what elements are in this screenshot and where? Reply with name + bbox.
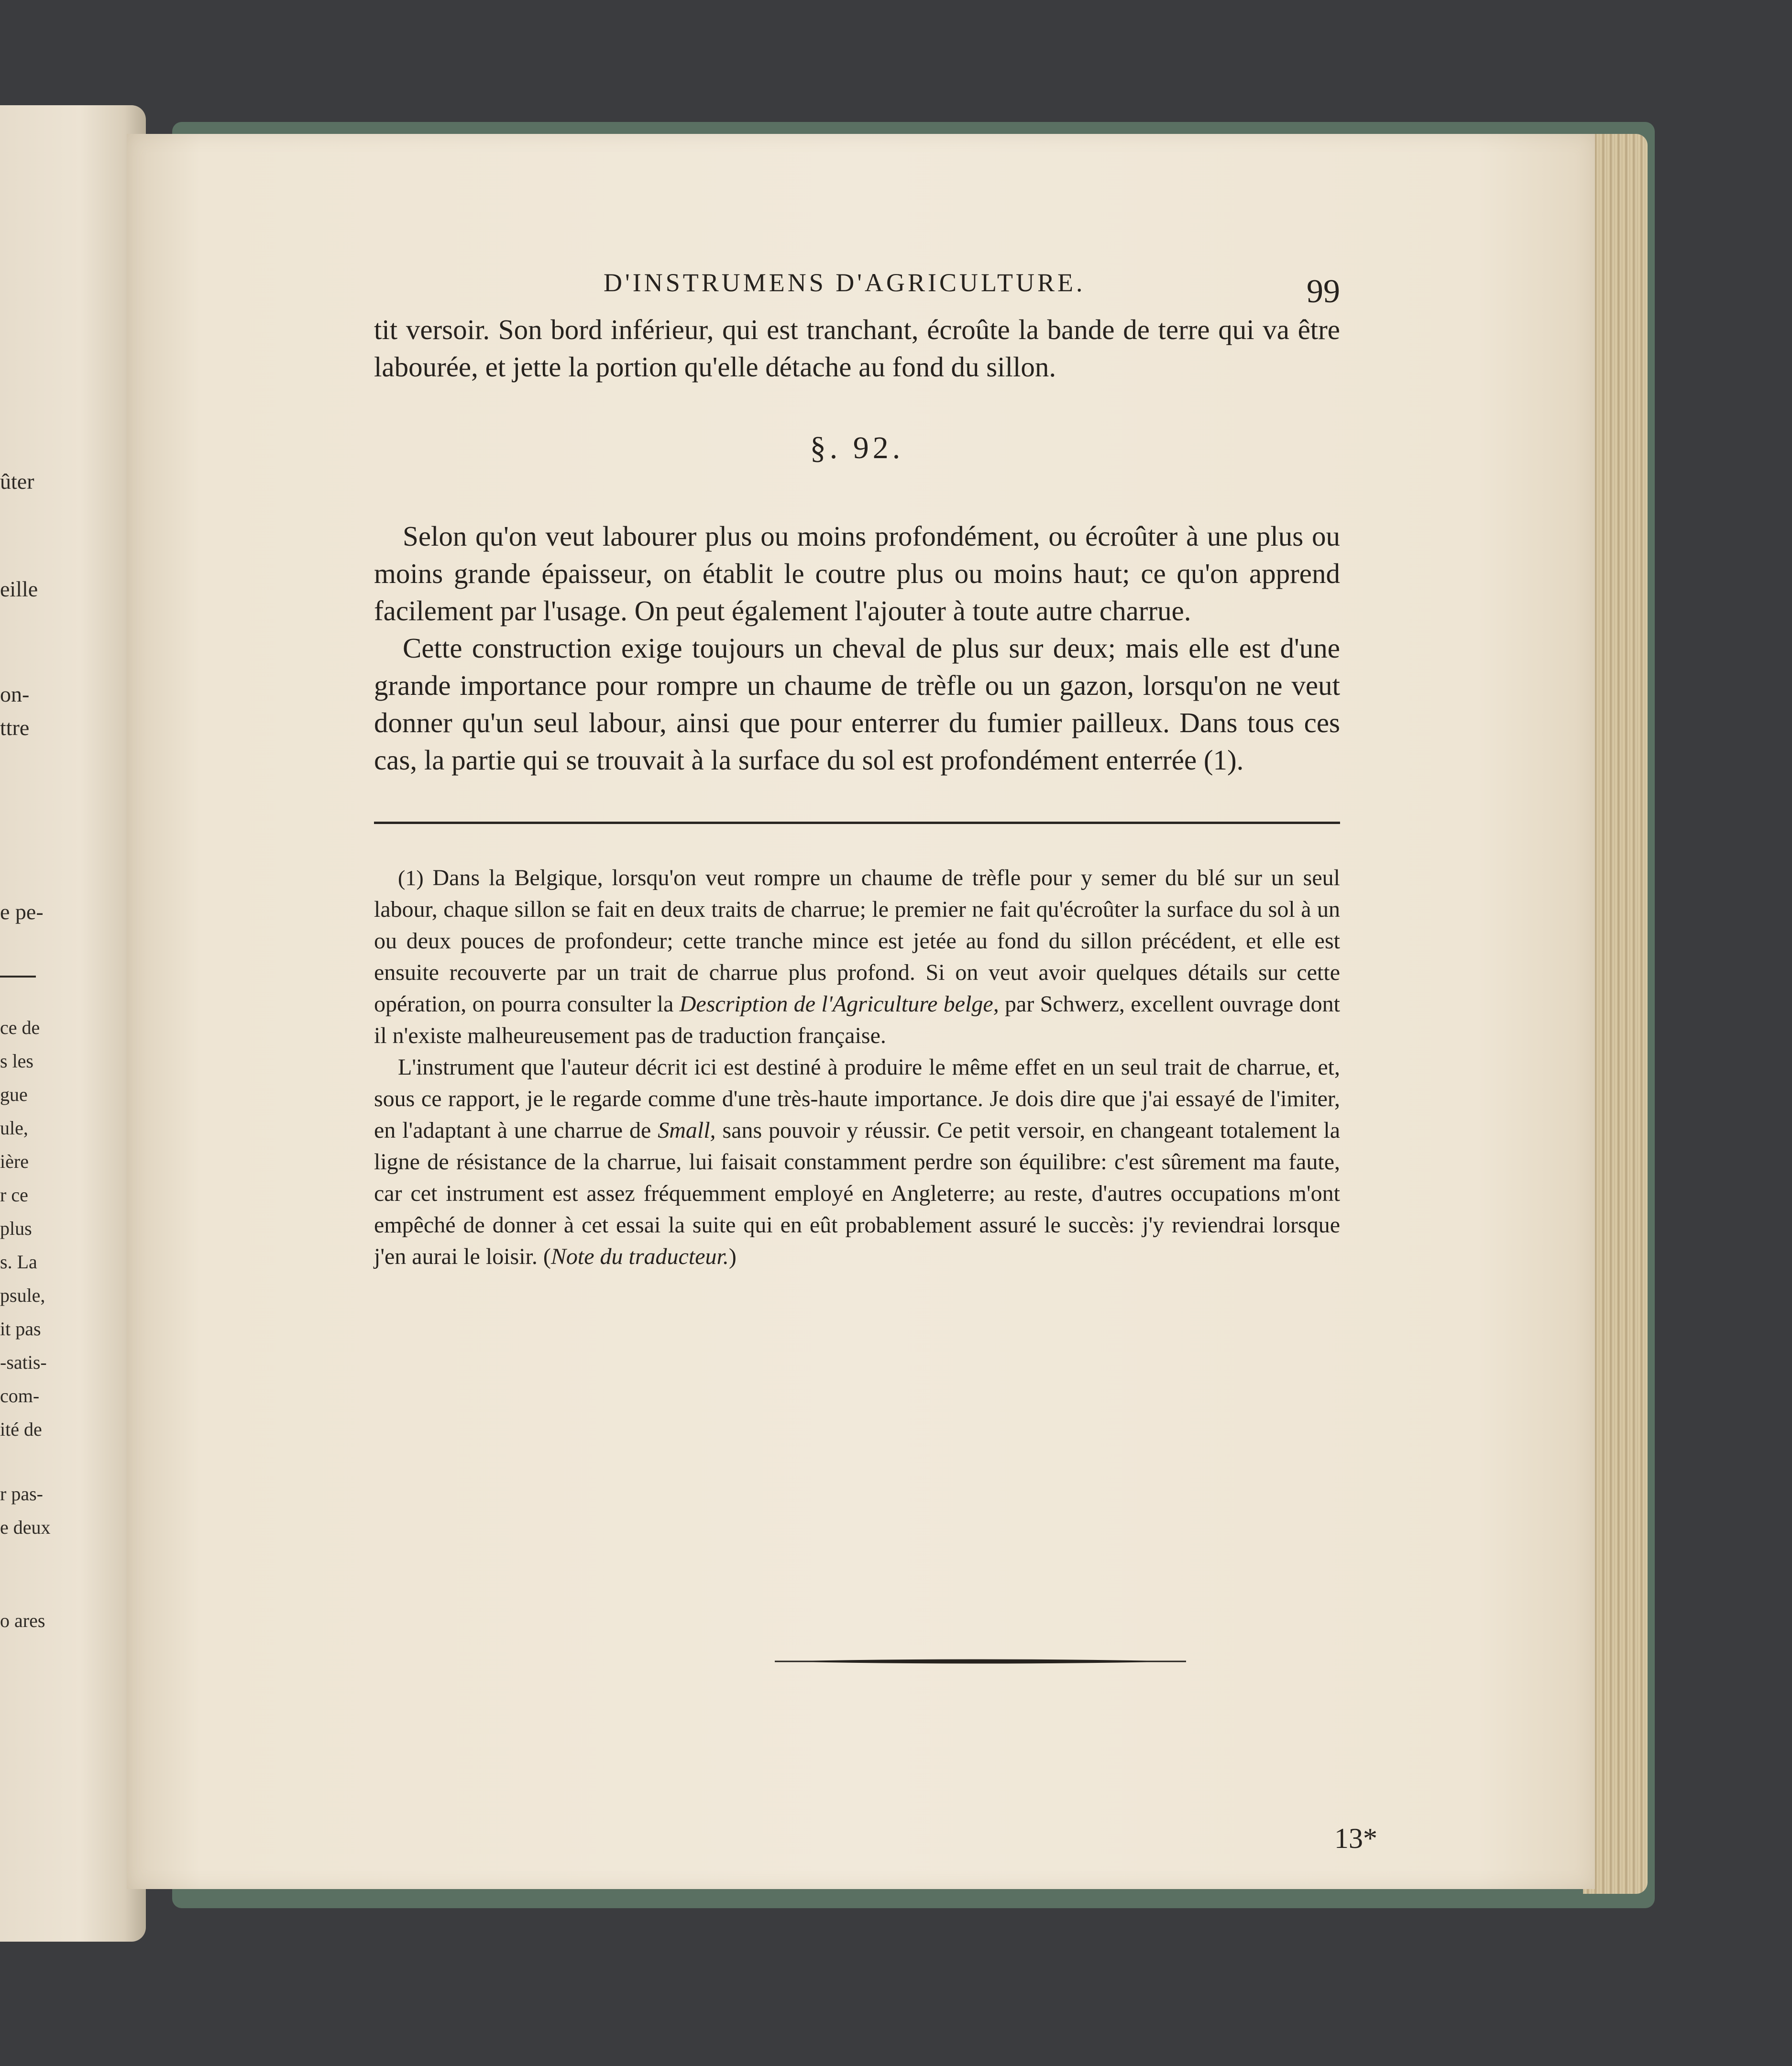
paragraph: Cette construction exige toujours un cheval de plus sur deux; mais elle est d'une grande importance pour rompre un chaume de trèfle ou un gazon, lorsqu'on ne veut donner qu'un seul labour, ainsi que pour enterrer du fumier pailleux. Dans tous ces cas, la partie qui se trouvait à la surface du sol est profondément enterrée (1). (374, 632, 1340, 776)
book-title: Description de l'Agriculture belge, (679, 991, 999, 1017)
left-facing-page (0, 105, 146, 1942)
left-footnote-rule (0, 976, 36, 978)
left-fragment: on- (0, 682, 30, 706)
footnote-paragraph (374, 862, 1340, 1052)
end-ornament (775, 1657, 1186, 1666)
footnote-marker: (1) (398, 866, 424, 890)
footnote-rule (374, 822, 1340, 824)
footnote-text: Dans la Belgique, lorsqu'on veut rompre un chaume de trèfle pour y semer du blé sur un seul labour, chaque sillon se fait en deux traits de charrue; le premier ne fait qu'écroûter la surface du sol à un ou deux pouces de profondeur; cette tranche mince est jetée au fond du sillon précédent, et elle est ensuite recouverte par un trait de charrue plus profond. Si on veut avoir quelques détails sur cette opération, on pourra consulter la (374, 865, 1340, 1017)
paragraph: Selon qu'on veut labourer plus ou moins profondément, ou écroûter à une plus ou moins grande épaisseur, on établit le coutre plus ou moins haut; ce qu'on apprend facilement par l'usage. On peut également l'ajouter à toute autre charrue. (374, 520, 1340, 626)
left-fragment: ûter (0, 469, 34, 494)
left-fragment: o ares (0, 1610, 45, 1631)
note-paren: ( (543, 1244, 551, 1269)
left-fragment: r ce (0, 1184, 28, 1206)
page-number: 99 (1307, 273, 1340, 310)
left-fragment: it pas (0, 1318, 41, 1340)
footnote-text: par Schwerz, excellent ouvrage dont il n'existe malheureusement pas de traduction française. (374, 991, 1341, 1048)
left-fragment: e pe- (0, 900, 44, 924)
left-fragment: ité de (0, 1418, 42, 1440)
left-fragment: com- (0, 1385, 40, 1407)
footnote-text: L'instrument que l'auteur décrit ici est destiné à produire le même effet en un seul trait de charrue, et, sous ce rapport, je le regarde comme d'une très-haute importance. Je dois dire que j'ai essayé de l'imiter, en l'adaptant à une charrue de (374, 1055, 1340, 1143)
running-head (374, 268, 1340, 311)
left-fragment: e deux (0, 1517, 51, 1538)
body-text (374, 311, 1340, 779)
left-fragment: plus (0, 1218, 32, 1239)
translator-note: Note du traducteur. (550, 1244, 729, 1269)
left-fragment: s. La (0, 1251, 37, 1273)
plough-name: Small, (658, 1118, 716, 1143)
running-title: D'INSTRUMENS D'AGRICULTURE. (604, 268, 1086, 297)
signature-mark: 13* (1334, 1823, 1377, 1854)
paragraph: tit versoir. Son bord inférieur, qui est tranchant, écroûte la bande de terre qui va être labourée, et jette la portion qu'elle détache au fond du sillon. (374, 314, 1340, 383)
note-paren: ) (728, 1244, 737, 1269)
footnote-text: sans pouvoir y réussir. Ce petit versoir, en changeant totalement la ligne de résistance de la charrue, lui faisait constamment perdre son équilibre: c'est sûrement ma faute, car cet instrument est assez fréquemment employé en Angleterre; au reste, d'autres occupations m'ont empêché de donner à cet essai la suite qui en eût probablement assuré le succès: j'y reviendrai lorsque j'en aurai le loisir. (374, 1118, 1341, 1269)
left-fragment: r pas- (0, 1483, 43, 1505)
left-fragment: ce de (0, 1017, 40, 1038)
left-fragment: gue (0, 1084, 28, 1105)
left-fragment: eille (0, 577, 38, 601)
footnote-paragraph (374, 1052, 1340, 1273)
left-fragment: ière (0, 1151, 29, 1172)
page-content (374, 268, 1340, 1273)
left-fragment: -satis- (0, 1352, 47, 1373)
footnotes (374, 862, 1340, 1273)
left-fragment: psule, (0, 1285, 45, 1306)
section-heading: §. 92. (810, 430, 904, 465)
left-fragment: ule, (0, 1117, 28, 1139)
left-fragment: s les (0, 1050, 33, 1072)
left-fragment: ttre (0, 715, 30, 740)
